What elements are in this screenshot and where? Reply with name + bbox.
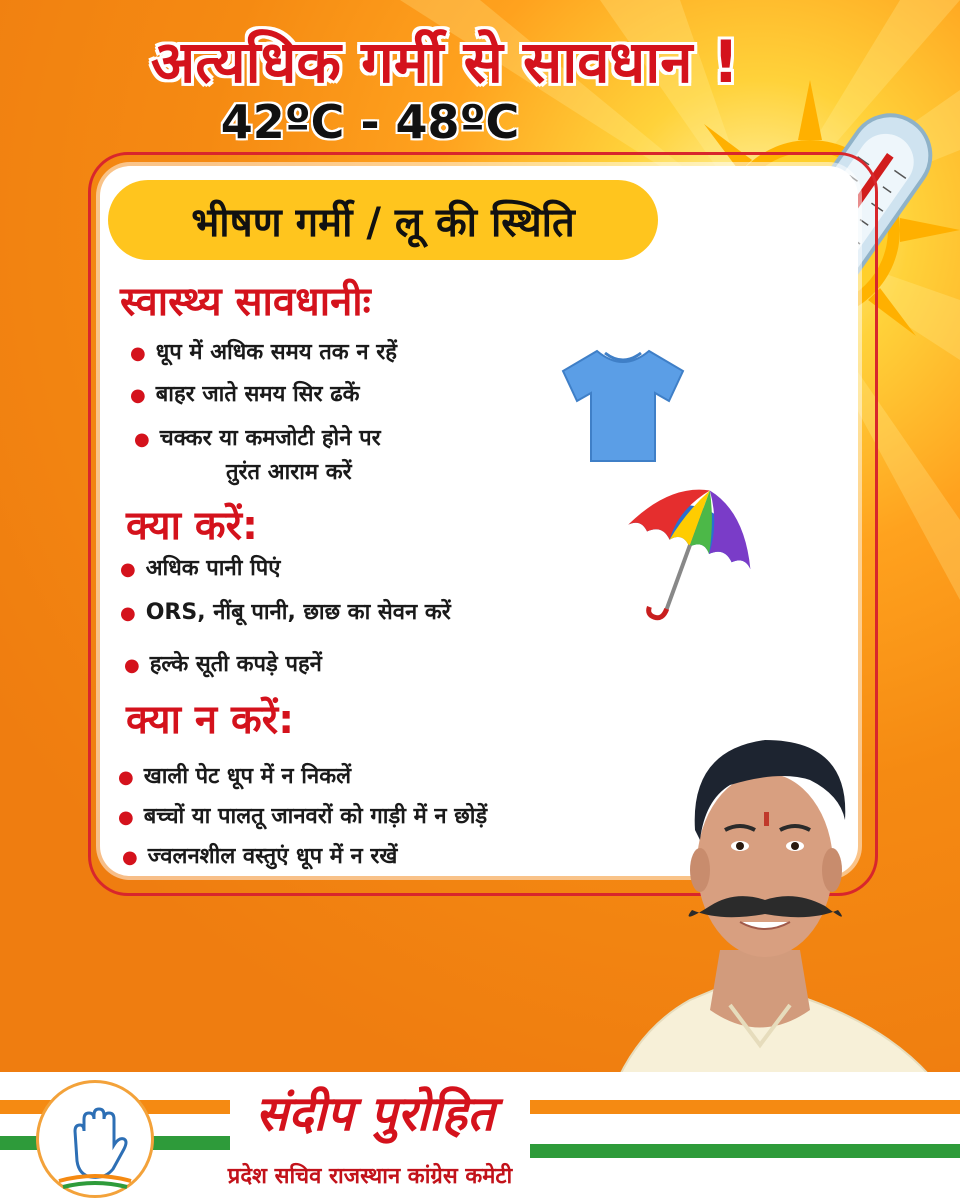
list-item [118, 800, 487, 830]
bullet-icon: ● [120, 559, 136, 580]
list-item [134, 422, 381, 452]
list-item [124, 648, 322, 678]
health-heading: स्वास्थ्य सावधानीः [120, 279, 371, 325]
temperature-range: 42ºC - 48ºC [220, 95, 520, 149]
list-item [120, 596, 451, 626]
tshirt-icon [555, 345, 690, 465]
list-item-text: धूप में अधिक समय तक न रहें [155, 340, 397, 365]
bullet-icon: ● [118, 767, 134, 788]
list-item [118, 760, 351, 790]
bullet-icon: ● [134, 429, 150, 450]
list-item [120, 552, 280, 582]
page-title: अत्यधिक गर्मी से सावधान ! [150, 28, 740, 96]
bullet-icon: ● [124, 655, 140, 676]
tricolor-stripes-right [530, 1100, 960, 1170]
bullet-icon: ● [130, 343, 146, 364]
bullet-icon: ● [118, 807, 134, 828]
list-item-text: ज्वलनशील वस्तुएं धूप में न रखें [147, 844, 398, 869]
list-item-text: बाहर जाते समय सिर ढकें [155, 382, 360, 407]
leader-name: संदीप पुरोहित [255, 1086, 495, 1142]
list-item-text: चक्कर या कमजोटी होने पर [159, 426, 381, 451]
list-item-text: खाली पेट धूप में न निकलें [143, 764, 352, 789]
list-item [130, 378, 360, 408]
do-heading: क्या करें: [126, 503, 258, 549]
heatwave-banner: भीषण गर्मी / लू की स्थिति [108, 180, 658, 260]
list-item-text: हल्के सूती कपड़े पहनें [149, 652, 322, 677]
bullet-icon: ● [122, 847, 138, 868]
dont-heading: क्या न करें: [126, 697, 295, 743]
list-item-continued: तुरंत आराम करें [226, 460, 352, 485]
list-item [130, 336, 397, 366]
leader-designation: प्रदेश सचिव राजस्थान कांग्रेस कमेटी [227, 1164, 513, 1189]
hand-icon [39, 1083, 151, 1195]
bullet-icon: ● [120, 603, 136, 624]
umbrella-icon [615, 485, 765, 630]
list-item-text: ORS, नींबू पानी, छाछ का सेवन करें [145, 600, 451, 625]
list-item [122, 840, 397, 870]
list-item-text: बच्चों या पालतू जानवरों को गाड़ी में न छोड़ें [143, 804, 488, 829]
congress-hand-logo-icon [36, 1080, 154, 1198]
list-item-text: अधिक पानी पिएं [145, 556, 281, 581]
bullet-icon: ● [130, 385, 146, 406]
